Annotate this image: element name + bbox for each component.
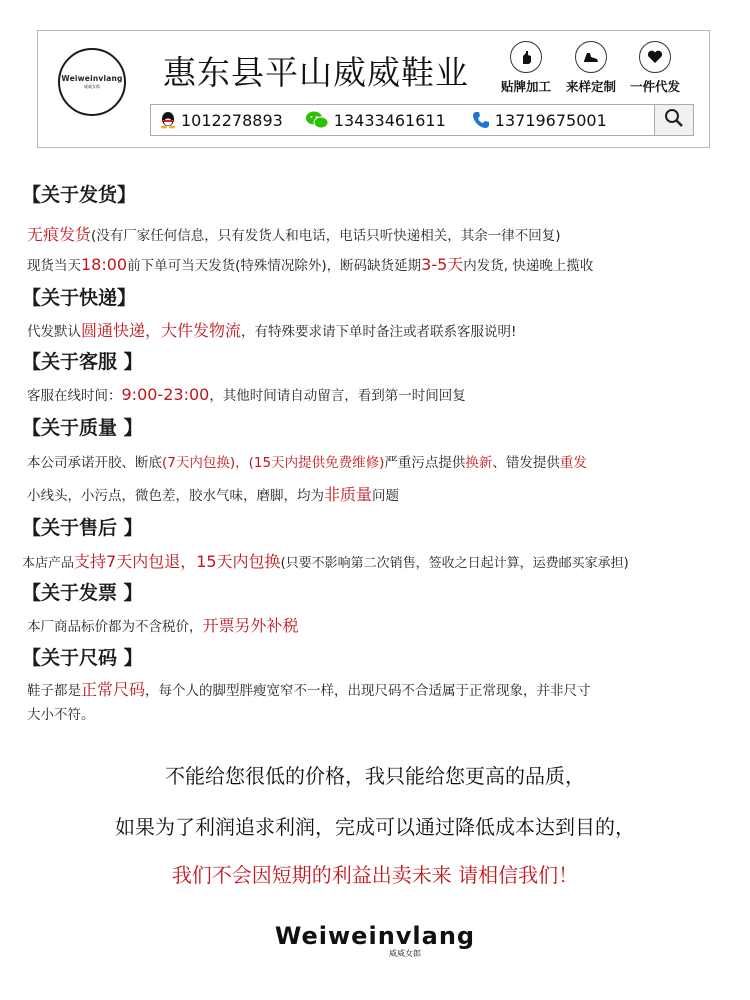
hand-icon [510, 41, 542, 73]
contact-qq[interactable] [160, 111, 283, 130]
text: (只要不影响第二次销售，签收之日起计算，运费邮买家承担) [280, 556, 629, 571]
service-line-1 [27, 384, 466, 404]
text: ，其他时间请自动留言，看到第一时间回复 [209, 388, 466, 404]
footer-logo [0, 922, 750, 959]
company-name: 惠东县平山威威鞋业 [163, 53, 469, 92]
text: ，有特殊要求请下单时备注或者联系客服说明! [241, 324, 517, 340]
contact-bar [150, 104, 656, 136]
brand-logo [58, 48, 126, 116]
highlight: 开票另外补税 [202, 616, 299, 635]
size-line-1 [27, 677, 591, 700]
section-heading-service: 【关于客服 】 [22, 351, 143, 373]
shipping-line-2 [27, 252, 593, 275]
service-custom [561, 41, 621, 95]
section-heading-courier: 【关于快递】 [22, 287, 137, 309]
highlight: 重发 [559, 455, 587, 471]
shipping-line-1 [27, 222, 561, 245]
logo-text-en: Weiweinvlang [61, 74, 123, 83]
quality-line-1 [27, 451, 587, 471]
quality-line-2 [27, 482, 399, 505]
footer-logo-cn: 威威女郎 [389, 949, 421, 958]
invoice-line-1 [27, 613, 299, 636]
highlight: 18:00 [81, 255, 128, 274]
shoe-icon [575, 41, 607, 73]
service-label: 来样定制 [565, 79, 616, 94]
search-icon [664, 108, 684, 132]
service-label: 贴牌加工 [500, 79, 551, 94]
text: 本店产品 [22, 556, 75, 571]
highlight: 9:00-23:00 [121, 385, 210, 404]
text: 小线头，小污点，微色差，胶水气味，磨脚，均为 [27, 488, 324, 504]
slogan-line-3: 我们不会因短期的利益出卖未来 请相信我们！ [171, 863, 579, 887]
text: 客服在线时间： [27, 388, 122, 404]
size-line-2: 大小不符。 [27, 707, 95, 723]
qq-icon [160, 111, 176, 129]
highlight: 无痕发货 [27, 225, 92, 244]
text: ，每个人的脚型胖瘦宽窄不一样，出现尺码不合适属于正常现象，并非尺寸 [145, 683, 591, 699]
highlight: 支持7天内包退，15天内包换 [74, 552, 281, 571]
text: 前下单可当天发货(特殊情况除外)，断码缺货延期 [127, 258, 422, 274]
slogan-line-1: 不能给您很低的价格，我只能给您更高的品质， [165, 764, 585, 788]
highlight: 非质量 [324, 485, 373, 504]
service-label: 一件代发 [629, 79, 680, 94]
section-heading-aftersale: 【关于售后 】 [22, 517, 143, 539]
text: 本厂商品标价都为不含税价， [27, 619, 203, 635]
contact-phone[interactable] [472, 111, 607, 130]
wechat-number: 13433461611 [333, 110, 446, 130]
heart-icon [639, 41, 671, 73]
logo-text-cn: 威威女郎 [84, 84, 100, 89]
section-heading-invoice: 【关于发票 】 [22, 582, 143, 604]
service-oem [496, 41, 556, 95]
section-heading-size: 【关于尺码 】 [22, 647, 143, 669]
aftersale-line-1 [22, 549, 629, 572]
text: 内发货, 快递晚上揽收 [463, 258, 594, 274]
text: 鞋子都是 [27, 683, 81, 699]
text: 严重污点提供 [384, 455, 466, 471]
qq-number: 1012278893 [181, 110, 283, 130]
highlight: 3-5天 [421, 255, 464, 274]
highlight: 圆通快递，大件发物流 [81, 321, 242, 340]
wechat-icon [305, 110, 329, 130]
highlight: 正常尺码 [81, 680, 146, 699]
highlight: (7天内包换)，(15天内提供免费维修) [162, 455, 385, 471]
header-banner [37, 30, 710, 148]
text: 现货当天 [27, 258, 81, 274]
phone-icon [472, 111, 490, 129]
section-heading-quality: 【关于质量 】 [22, 417, 143, 439]
text: 问题 [372, 488, 400, 504]
text: 代发默认 [27, 324, 81, 340]
slogan-line-2: 如果为了利润追求利润，完成可以通过降低成本达到目的， [115, 815, 635, 839]
text: 、错发提供 [492, 455, 560, 471]
service-dropship [625, 41, 685, 95]
text: (没有厂家任何信息，只有发货人和电话，电话只听快递相关，其余一律不回复) [91, 228, 561, 244]
courier-line-1 [27, 318, 516, 341]
footer-logo-en: Weiweinvlang [274, 922, 476, 950]
highlight: 换新 [465, 455, 493, 471]
text: 本公司承诺开胶、断底 [27, 455, 162, 471]
contact-wechat[interactable] [305, 110, 446, 130]
phone-number: 13719675001 [494, 110, 607, 130]
search-button[interactable] [654, 104, 694, 136]
section-heading-shipping: 【关于发货】 [22, 184, 137, 206]
